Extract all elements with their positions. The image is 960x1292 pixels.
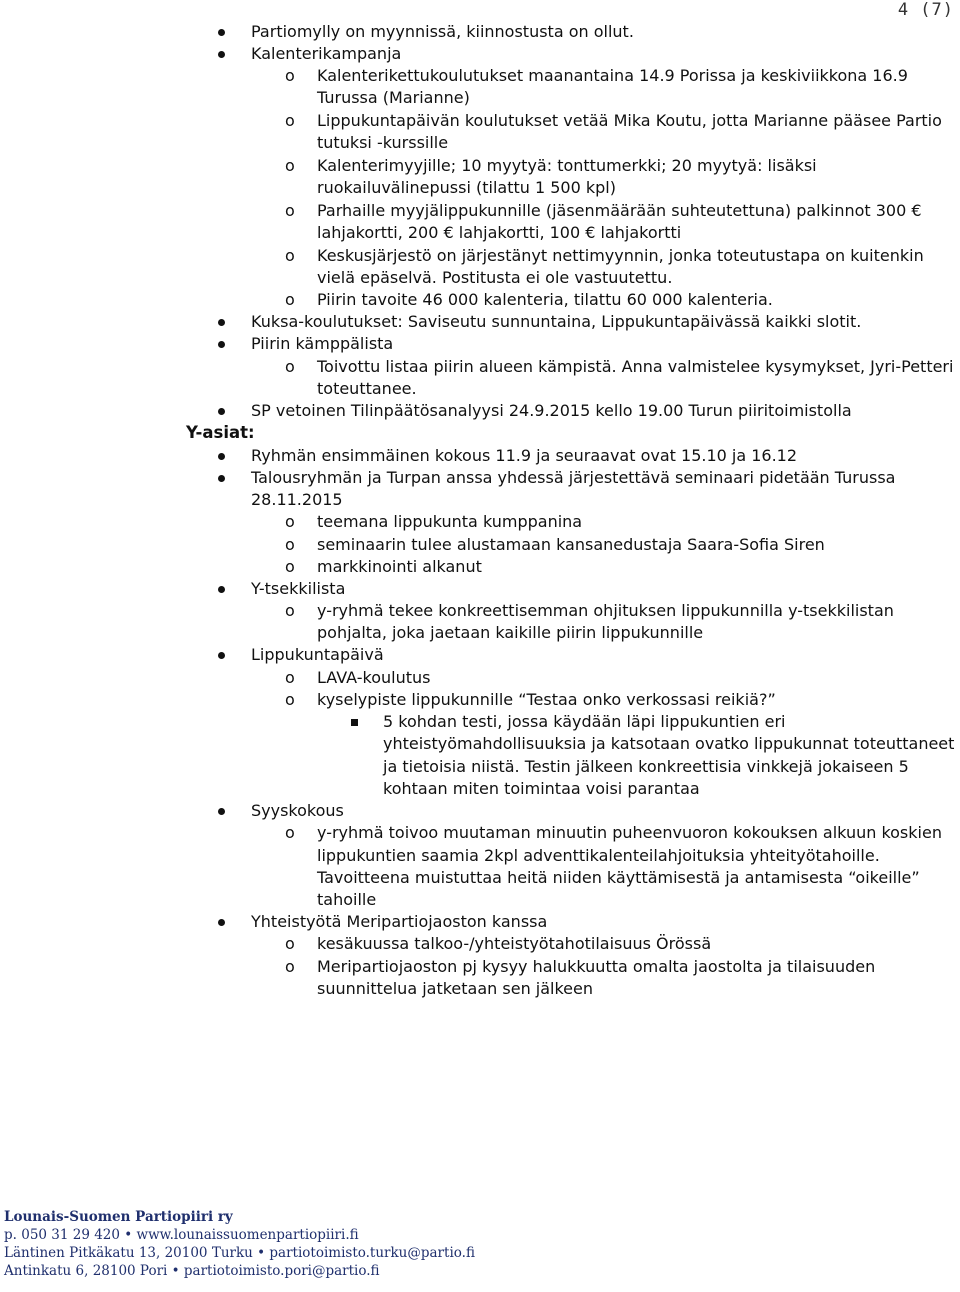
list-item-text: Toivottu listaa piirin alueen kämpistä. Anna valmistelee kysymykset, Jyri-Petteri	[317, 357, 954, 376]
footer-turku-office: Läntinen Pitkäkatu 13, 20100 Turku • partiotoimisto.turku@partio.fi	[4, 1245, 475, 1261]
circle-bullet-icon: o	[285, 957, 295, 976]
list-item-text: vielä epäselvä. Postitusta ei ole vastuutettu.	[317, 268, 673, 287]
list-item-text: lippukuntien saamia 2kpl adventtikalenteilahjoituksia yhteityötahoille.	[317, 846, 880, 865]
list-item-text: tahoille	[317, 890, 377, 909]
list-item-text: Syyskokous	[251, 801, 344, 820]
circle-bullet-icon: o	[285, 512, 295, 531]
list-item-text: Talousryhmän ja Turpan anssa yhdessä järjestettävä seminaari pidetään Turussa	[251, 468, 896, 487]
circle-bullet-icon: o	[285, 601, 295, 620]
list-item-text: 5 kohdan testi, jossa käydään läpi lippukuntien eri	[383, 712, 786, 731]
footer-organization: Lounais-Suomen Partiopiiri ry	[4, 1209, 233, 1225]
list-item-text: Piirin tavoite 46 000 kalenteria, tilattu 60 000 kalenteria.	[317, 290, 773, 309]
list-item-text: Y-tsekkilista	[251, 579, 346, 598]
list-item-text: SP vetoinen Tilinpäätösanalyysi 24.9.2015 kello 19.00 Turun piiritoimistolla	[251, 401, 852, 420]
bullet-icon	[218, 578, 225, 600]
list-item-text: Kalenterikampanja	[251, 44, 402, 63]
list-item-text: Meripartiojaoston pj kysyy halukkuutta omalta jaostolta ja tilaisuuden	[317, 957, 876, 976]
circle-bullet-icon: o	[285, 557, 295, 576]
list-item-text: Kalenterimyyjille; 10 myytyä: tonttumerkki; 20 myytyä: lisäksi	[317, 156, 817, 175]
list-item-text: seminaarin tulee alustamaan kansanedustaja Saara-Sofia Siren	[317, 535, 825, 554]
circle-bullet-icon: o	[285, 357, 295, 376]
list-item-text: Ryhmän ensimmäinen kokous 11.9 ja seuraavat ovat 15.10 ja 16.12	[251, 446, 798, 465]
list-item-text: tutuksi -kurssille	[317, 133, 449, 152]
bullet-icon	[218, 333, 225, 355]
circle-bullet-icon: o	[285, 156, 295, 175]
list-item-text: Kalenterikettukoulutukset maanantaina 14.9 Porissa ja keskiviikkona 16.9	[317, 66, 908, 85]
list-item-text: Tavoitteena muistuttaa heitä niiden käyttämisestä ja antamisesta “oikeille”	[317, 868, 920, 887]
circle-bullet-icon: o	[285, 290, 295, 309]
list-item-text: toteuttanee.	[317, 379, 417, 398]
list-item-text: Lippukuntapäivän koulutukset vetää Mika Koutu, jotta Marianne pääsee Partio	[317, 111, 942, 130]
circle-bullet-icon: o	[285, 668, 295, 687]
circle-bullet-icon: o	[285, 934, 295, 953]
bullet-icon	[218, 644, 225, 666]
list-item-text: kohtaan miten toimintaa voisi parantaa	[383, 779, 700, 798]
bullet-icon	[218, 800, 225, 822]
footer-contact: p. 050 31 29 420 • www.lounaissuomenpartiopiiri.fi	[4, 1227, 359, 1243]
circle-bullet-icon: o	[285, 823, 295, 842]
footer-pori-office: Antinkatu 6, 28100 Pori • partiotoimisto.pori@partio.fi	[4, 1263, 380, 1279]
list-item-text: 28.11.2015	[251, 490, 343, 509]
list-item-text: ruokailuvälinepussi (tilattu 1 500 kpl)	[317, 178, 616, 197]
list-item-text: kesäkuussa talkoo-/yhteistyötahotilaisuus Örössä	[317, 934, 712, 953]
circle-bullet-icon: o	[285, 201, 295, 220]
bullet-icon	[218, 400, 225, 422]
list-item-text: Yhteistyötä Meripartiojaoston kanssa	[251, 912, 548, 931]
list-item-text: Lippukuntapäivä	[251, 645, 384, 664]
footer	[4, 1208, 475, 1280]
list-item-text: LAVA-koulutus	[317, 668, 431, 687]
square-bullet-icon	[351, 711, 358, 733]
circle-bullet-icon: o	[285, 690, 295, 709]
list-item-text: Keskusjärjestö on järjestänyt nettimyynnin, jonka toteutustapa on kuitenkin	[317, 246, 924, 265]
page-number: 4 (7)	[897, 0, 954, 20]
list-item-text: teemana lippukunta kumppanina	[317, 512, 583, 531]
list-item-text: yhteistyömahdollisuuksia ja katsotaan ovatko lippukunnat toteuttaneet	[383, 734, 955, 753]
list-item-text: Piirin kämppälista	[251, 334, 394, 353]
circle-bullet-icon: o	[285, 246, 295, 265]
list-item-text: lahjakortti, 200 € lahjakortti, 100 € lahjakortti	[317, 223, 682, 242]
list-item-text: y-ryhmä tekee konkreettisemman ohjituksen lippukunnilla y-tsekkilistan	[317, 601, 894, 620]
list-item-text: Parhaille myyjälippukunnille (jäsenmäärään suhteutettuna) palkinnot 300 €	[317, 201, 922, 220]
list-item-text: pohjalta, joka jaetaan kaikille piirin lippukunnille	[317, 623, 704, 642]
circle-bullet-icon: o	[285, 111, 295, 130]
bullet-icon	[218, 21, 225, 43]
list-item-text: suunnittelua jatketaan sen jälkeen	[317, 979, 594, 998]
bullet-icon	[218, 467, 225, 489]
bullet-icon	[218, 311, 225, 333]
list-item-text: Turussa (Marianne)	[317, 88, 470, 107]
section-heading: Y-asiat:	[186, 423, 255, 442]
list-item-text: markkinointi alkanut	[317, 557, 482, 576]
list-item-text: ja tietoisia niistä. Testin jälkeen konkreettisia vinkkejä jokaiseen 5	[383, 757, 909, 776]
bullet-icon	[218, 43, 225, 65]
list-item-text: Partiomylly on myynnissä, kiinnostusta on ollut.	[251, 22, 634, 41]
list-item-text: Kuksa-koulutukset: Saviseutu sunnuntaina, Lippukuntapäivässä kaikki slotit.	[251, 312, 862, 331]
bullet-icon	[218, 445, 225, 467]
bullet-icon	[218, 911, 225, 933]
list-item-text: kyselypiste lippukunnille “Testaa onko verkossasi reikiä?”	[317, 690, 776, 709]
list-item-text: y-ryhmä toivoo muutaman minuutin puheenvuoron kokouksen alkuun koskien	[317, 823, 942, 842]
circle-bullet-icon: o	[285, 66, 295, 85]
circle-bullet-icon: o	[285, 535, 295, 554]
